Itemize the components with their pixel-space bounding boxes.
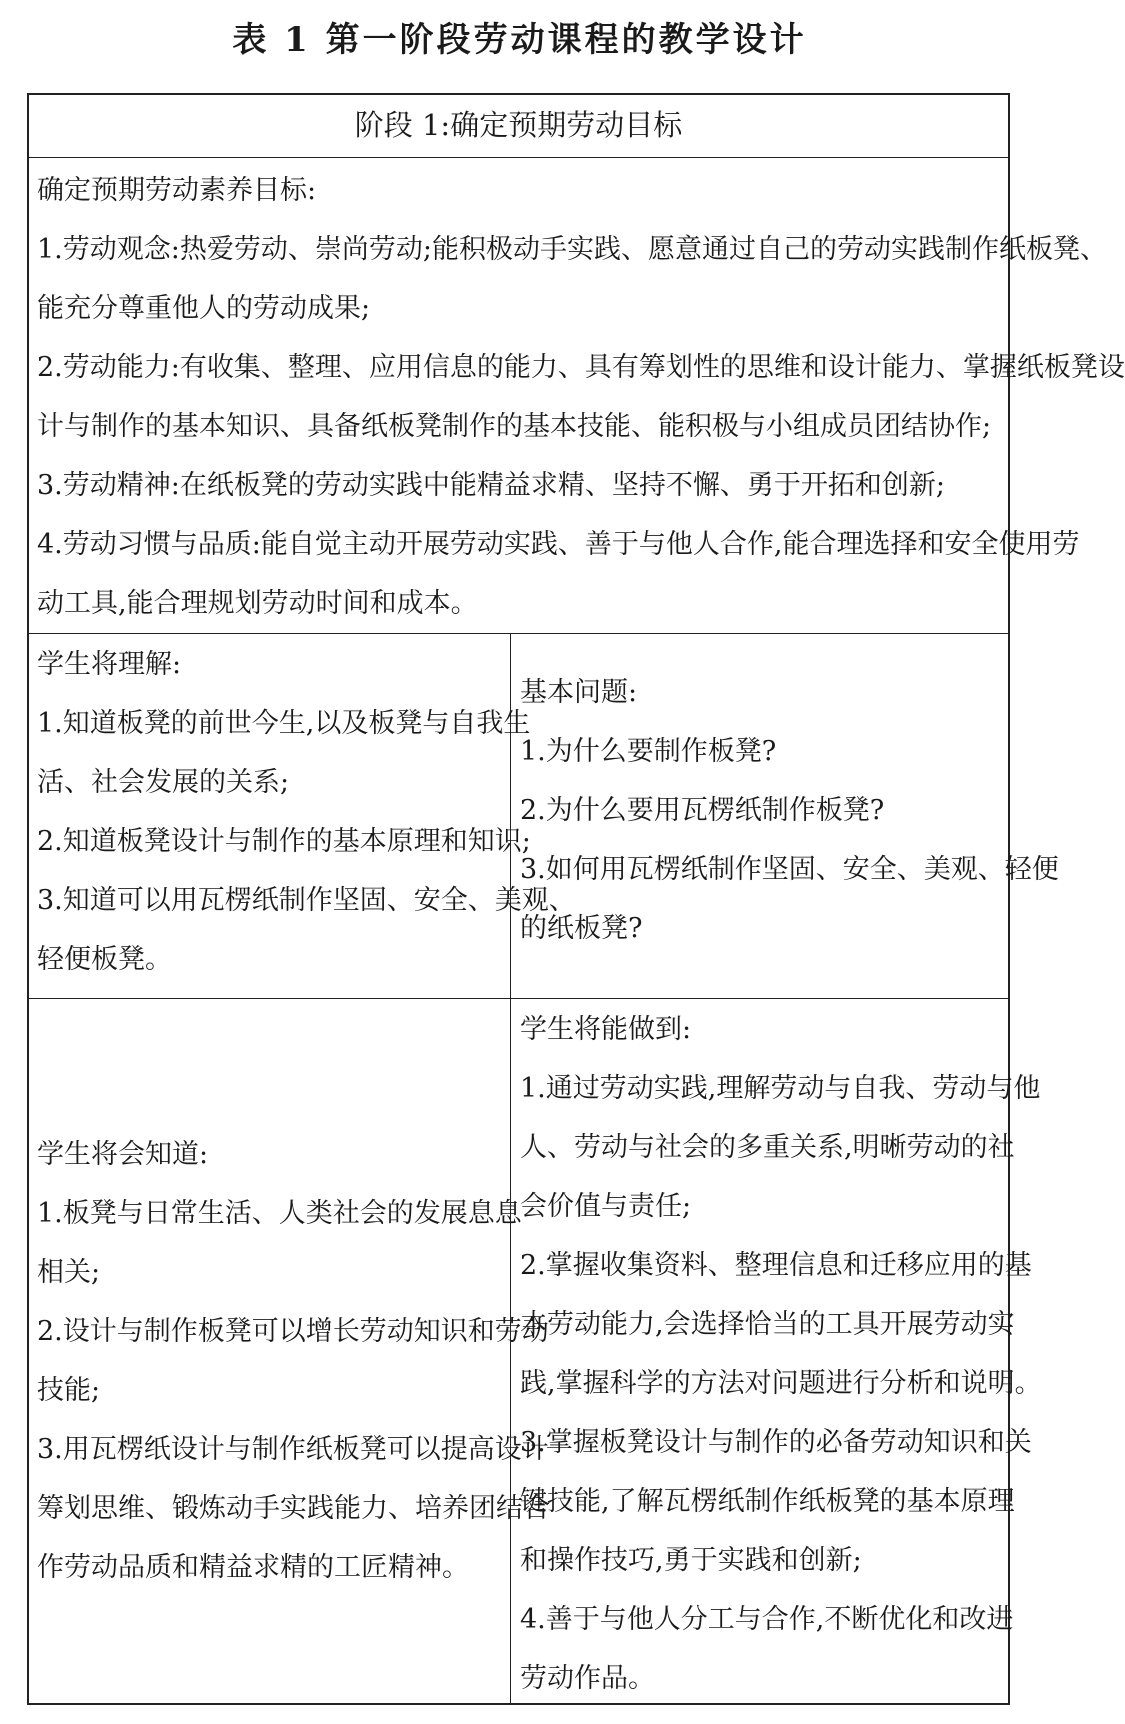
goals-line: 3.劳动精神:在纸板凳的劳动实践中能精益求精、坚持不懈、勇于开拓和创新; — [37, 470, 945, 501]
questions-line: 2.为什么要用瓦楞纸制作板凳? — [520, 795, 885, 826]
understand-cell — [29, 635, 576, 975]
able-line: 和操作技巧,勇于实践和创新; — [520, 1545, 862, 1576]
divider-title — [29, 157, 1008, 158]
table-caption: 表 1 第一阶段劳动课程的教学设计 — [232, 20, 807, 60]
able-line: 2.掌握收集资料、整理信息和迁移应用的基 — [520, 1250, 1032, 1281]
goals-line: 计与制作的基本知识、具备纸板凳制作的基本技能、能积极与小组成员团结协作; — [37, 411, 992, 442]
goals-line: 1.劳动观念:热爱劳动、崇尚劳动;能积极动手实践、愿意通过自己的劳动实践制作纸板凳、 — [37, 234, 1107, 265]
divider-understand — [29, 998, 1008, 999]
goals-line: 动工具,能合理规划劳动时间和成本。 — [37, 588, 478, 619]
know-cell — [29, 1125, 550, 1685]
goals-heading: 确定预期劳动素养目标: — [37, 175, 317, 206]
know-line: 3.用瓦楞纸设计与制作纸板凳可以提高设计 — [37, 1434, 549, 1465]
able-line: 会价值与责任; — [520, 1191, 692, 1222]
understand-line: 活、社会发展的关系; — [37, 767, 290, 798]
divider-columns — [510, 633, 511, 1703]
able-heading: 学生将能做到: — [520, 1014, 692, 1045]
able-line: 践,掌握科学的方法对问题进行分析和说明。 — [520, 1368, 1042, 1399]
goals-cell — [29, 159, 1125, 632]
understand-line: 2.知道板凳设计与制作的基本原理和知识; — [37, 826, 531, 857]
able-cell — [512, 1000, 1042, 1703]
questions-heading: 基本问题: — [520, 677, 638, 708]
know-line: 技能; — [37, 1375, 101, 1406]
questions-line: 的纸板凳? — [520, 913, 643, 944]
able-line: 劳动作品。 — [520, 1663, 655, 1694]
stage-title: 阶段 1:确定预期劳动目标 — [354, 108, 683, 142]
able-line: 3.掌握板凳设计与制作的必备劳动知识和关 — [520, 1427, 1032, 1458]
goals-line: 2.劳动能力:有收集、整理、应用信息的能力、具有筹划性的思维和设计能力、掌握纸板凳设 — [37, 352, 1125, 383]
able-line: 键技能,了解瓦楞纸制作纸板凳的基本原理 — [520, 1486, 1015, 1517]
understand-line: 轻便板凳。 — [37, 944, 172, 975]
know-line: 相关; — [37, 1257, 101, 1288]
know-line: 作劳动品质和精益求精的工匠精神。 — [37, 1552, 469, 1583]
questions-line: 3.如何用瓦楞纸制作坚固、安全、美观、轻便 — [520, 854, 1059, 885]
understand-line: 1.知道板凳的前世今生,以及板凳与自我生 — [37, 708, 531, 739]
divider-goals — [29, 633, 1008, 634]
able-line: 人、劳动与社会的多重关系,明晰劳动的社 — [520, 1132, 1015, 1163]
know-line: 1.板凳与日常生活、人类社会的发展息息 — [37, 1198, 522, 1229]
able-line: 1.通过劳动实践,理解劳动与自我、劳动与他 — [520, 1073, 1041, 1104]
understand-line: 3.知道可以用瓦楞纸制作坚固、安全、美观、 — [37, 885, 576, 916]
know-line: 2.设计与制作板凳可以增长劳动知识和劳动 — [37, 1316, 549, 1347]
know-line: 筹划思维、锻炼动手实践能力、培养团结合 — [37, 1493, 550, 1524]
able-line: 4.善于与他人分工与合作,不断优化和改进 — [520, 1604, 1014, 1635]
questions-line: 1.为什么要制作板凳? — [520, 736, 777, 767]
questions-cell — [512, 663, 1059, 953]
design-table — [27, 93, 1125, 1705]
goals-line: 4.劳动习惯与品质:能自觉主动开展劳动实践、善于与他人合作,能合理选择和安全使用劳 — [37, 529, 1080, 560]
understand-heading: 学生将理解: — [37, 649, 182, 680]
able-line: 本劳动能力,会选择恰当的工具开展劳动实 — [520, 1309, 1015, 1340]
know-heading: 学生将会知道: — [37, 1139, 209, 1170]
goals-line: 能充分尊重他人的劳动成果; — [37, 293, 371, 324]
